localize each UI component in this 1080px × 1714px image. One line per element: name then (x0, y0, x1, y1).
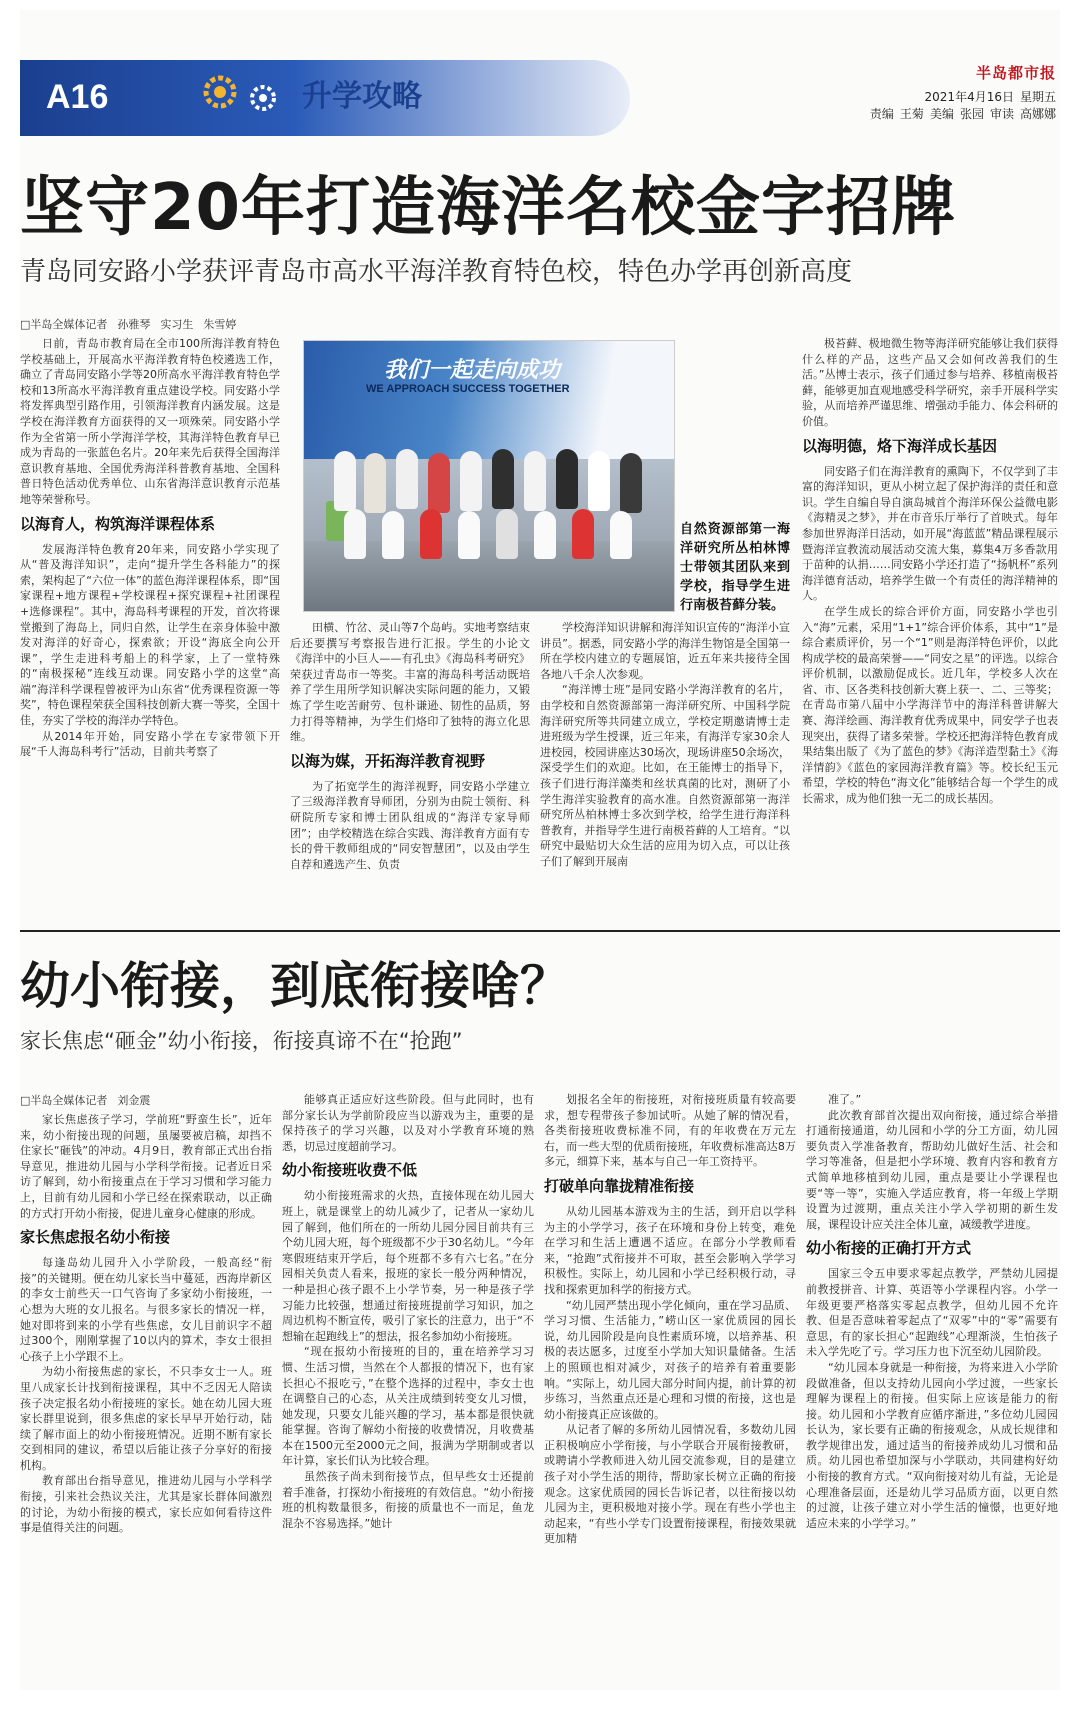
person-figure (588, 451, 610, 511)
section-heading: 家长焦虑报名幼小衔接 (20, 1228, 171, 1247)
section-title: 升学攻略 (302, 79, 422, 114)
paragraph: 家长焦虑孩子学习，学前班“野蛮生长”，近年来，幼小衔接出现的问题，虽屡要被启稿，却挡不住家长“砸钱”的冲动。4月9日，教育部正式出台指导意见，推进幼儿园与小学科学衔接。记者近日采访了解到，幼小衔接重点在于学习习惯和学习能力上，目前有幼儿园和小学已经在探索联动，以正确的方式打开幼小衔接，促进儿童身心健康的形成。 (20, 1113, 272, 1220)
newspaper-page (20, 10, 1060, 1690)
person-figure (534, 511, 556, 559)
staff-list (864, 105, 1056, 122)
paragraph: 从2014年开始，同安路小学在专家带领下开展“千人海岛科考行”活动，目前共考察了 (20, 729, 280, 759)
paragraph: “幼儿园严禁出现小学化倾向，重在学习品质、学习习惯、生活能力，”崂山区一家优质园的园长说，幼儿园阶段是向良性素质环境，以培养基、积极的表达愿多，过度至小学加大知识量储备。生活上的照顾也相对减少，对孩子的培养有着重要影响。“实际上，幼儿园大部分时间内提，前计算的初步练习，当然重点还是心理和习惯的衔接，这也是幼小衔接真正应该做的。 (544, 1298, 796, 1421)
byline-name: 孙雅琴 (117, 318, 151, 331)
person-figure (458, 511, 480, 559)
section-heading: 以海为媒，开拓海洋教育视野 (290, 751, 486, 770)
person-figure (334, 451, 356, 511)
byline-role: □半岛全媒体记者 (20, 1094, 108, 1107)
paragraph: 幼小衔接班需求的火热，直接体现在幼儿园大班上，就是课堂上的幼儿减少了，记者从一家幼儿园了解到，他们所在的一所幼儿园分园目前共有三个幼儿园大班，每个班级都不少于30名幼儿。“今年寒假班结束开学后，每个班都不多有六七名。”在分园相关负责人看来，报班的家长一般分两种情况，一种是担心孩子跟不上小学节奏，另一种是孩子学习能力比较强，想通过衔接班提前学习知识，加之周边机构不断宣传，吸引了家长的注意力，出于“不想输在起跑线上”的想法，报名参加幼小衔接班。 (282, 1189, 534, 1343)
staff-name: 高娜娜 (1019, 107, 1056, 121)
staff-role: 美编 (929, 107, 954, 121)
byline-role: □半岛全媒体记者 (20, 318, 108, 331)
person-figure (572, 509, 594, 559)
article1-headline: 坚守20年打造海洋名校金字招牌 (20, 171, 957, 245)
issue-date: 2021年4月16日 (924, 90, 1014, 104)
photo-caption: 自然资源部第一海洋研究所丛柏林博士带领其团队来到学校，指导学生进行南极苔藓分装。 (680, 522, 790, 613)
byline-name: 朱雪婷 (203, 318, 237, 331)
article1-column-3 (540, 620, 790, 916)
section-banner (20, 60, 630, 136)
section-heading: 幼小衔接的正确打开方式 (806, 1239, 972, 1258)
gear-icon (245, 80, 281, 116)
paragraph: 划报名全年的衔接班，对衔接班质量有较高要求，想专程带孩子参加试听。从她了解的情况看，各类衔接班收费标准不同，有的年收费在万元左右，而一些大型的优质衔接班，年收费标准高达8万多元，细算下来，基本与自己一年工资持平。 (544, 1093, 796, 1169)
paragraph: 虽然孩子尚未到衔接节点，但早些女士还提前着手准备，打探幼小衔接班的有效信息。“幼小衔接班的机构数量很多，衔接的质量也不一而足，鱼龙混杂不容易选择。”她计 (282, 1470, 534, 1530)
staff-name: 张园 (959, 107, 984, 121)
photo-banner-text: 我们一起走向成功 (384, 357, 561, 382)
issue-weekday: 星期五 (1019, 90, 1056, 104)
paragraph: “海洋博士班”是同安路小学海洋教育的名片，由学校和自然资源部第一海洋研究所、中国科学院海洋研究所等共同建立成立，学校定期邀请博士走进班级为学生授课，近三年来，有海洋专家30余人进校园，校园讲座达30场次，现场讲座50余场次，深受学生们的欢迎。比如，在王能博士的指导下，孩子们进行海洋藻类和丝状真菌的比对，测研了小学生海洋实验教育的高水准。自然资源部第一海洋研究所丛柏林博士多次到学校，给学生进行海洋科普教育，并指导学生进行南极苔藓的人工培育。“以研究中最贴切大众生活的应用为切入点，可以让孩子们了解到开展南 (540, 683, 790, 868)
paragraph: 准了。” (828, 1093, 862, 1106)
article1-column-4 (802, 336, 1058, 916)
staff-role: 责编 (869, 107, 894, 121)
person-figure (428, 453, 450, 513)
person-figure (556, 449, 578, 509)
person-figure (492, 449, 514, 509)
paragraph: 极苔藓、极地微生物等海洋研究能够让我们获得什么样的产品，这些产品又会如何改善我们的生活。”丛博士表示，孩子们通过参与培养、移植南极苔藓，能够更加直观地感受科学研究，亲手开展科学实验，从而培养严谨思维、增强动手能力、体会科研的价值。 (802, 337, 1058, 428)
page-number: A16 (46, 78, 109, 116)
person-figure (460, 451, 482, 511)
article1-byline (20, 316, 246, 332)
article2-column-4 (806, 1092, 1058, 1687)
section-heading: 以海育人，构筑海洋课程体系 (20, 514, 216, 533)
paragraph: 每逢岛幼儿园升入小学阶段，一般高经“衔接”的关键期。便在幼儿家长当中蔓延，西海岸新区的李女士前些天一口气咨询了多家幼小衔接班，一心想为大班的女儿报名。与很多家长的情况一样，她对即将到来的小学有些焦虑，女儿目前识字不超过300个，刚刚掌握了10以内的算术，李女士很担心孩子上小学跟不上。 (20, 1256, 272, 1363)
article1-column-1 (20, 336, 280, 916)
person-figure (620, 453, 642, 513)
paragraph: 同安路子们在海洋教育的熏陶下，不仅学到了丰富的海洋知识，更从小树立起了保护海洋的责任和意识。学生自编自导自演岛城首个海洋环保公益微电影《海精灵之梦》，并在市音乐厅举行了首映式。每年参加世界海洋日活动，如开展“海蓝蓝”精品课程展示暨海洋宣教流动展活动交流大集，募集4万多香款用于苗种的认捐……同安路小学还打造了“扬帆杯”系列海洋德育活动，培养学生做一个有责任的海洋精神的人。 (802, 464, 1058, 603)
paragraph: 教育部出台指导意见，推进幼儿园与小学科学衔接，引来社会热议关注，尤其是家长群体间激烈的讨论，为幼小衔接的模式，家长应如何看待这件事是值得关注的问题。 (20, 1474, 272, 1535)
paragraph: “现在报幼小衔接班的目的，重在培养学习习惯、生活习惯，当然在个人都报的情况下，也有家长担心不报吃亏，”在整个选择的过程中，李女士也在调整自己的心态，从关注成绩到转变女儿习惯，她发现，只要女儿能兴趣的学习，基本都是很快就能掌握。咨询了解幼小衔接的收费情况，月收费基本在1500元至2000元之间，报满为学期制或者以年计算，家长们认为比较合理。 (282, 1345, 534, 1468)
person-figure (364, 453, 386, 513)
article1-subheadline: 青岛同安路小学获评青岛市高水平海洋教育特色校，特色办学再创新高度 (20, 257, 853, 287)
person-figure (610, 511, 632, 559)
person-figure (396, 449, 418, 509)
article2-headline: 幼小衔接，到底衔接啥？ (20, 957, 570, 1015)
paragraph: 发展海洋特色教育20年来，同安路小学实现了从“普及海洋知识”，走向“提升学生各科能力”的探索，架构起了“六位一体”的蓝色海洋课程体系，即“国家课程+地方课程+学校课程+探究课程+社团课程+选修课程”。其中，海岛科考课程的开发，首次将课堂搬到了海岛上，同归自然，让学生在亲身体验中激发对海洋的好奇心，探索欲；开设“海底全向公开课”，学生走进科考船上的科学家，上了一堂特殊的“南极探秘”连线互动课。同安路小学的这堂“高端”海洋科学课程曾被评为山东省“优秀课程资源一等奖”，特色课程荣获全国科技创新大赛一等奖，全国十佳，夯实了学校的海洋办学特色。 (20, 542, 280, 728)
staff-role: 审读 (989, 107, 1014, 121)
person-figure (344, 509, 366, 559)
person-figure (524, 451, 546, 511)
paragraph: 从幼儿园基本游戏为主的生活，到开启以学科为主的小学学习，孩子在环境和身份上转变，难免在学习和生活上遭遇不适应。在部分小学教师看来，“抢跑”式衔接并不可取，甚至会影响入学学习积极性。实际上，幼儿园和小学已经积极行动，寻找和探索更加科学的衔接方式。 (544, 1204, 796, 1296)
newspaper-logo: 半岛都市报 (975, 64, 1056, 82)
article1-photo (303, 340, 675, 612)
article2-column-3 (544, 1092, 796, 1687)
paragraph: 在学生成长的综合评价方面，同安路小学也引入“海”元素，采用“1+1”综合评价体系，其中“1”是综合素质评价，另一个“1”则是海洋特色评价，以此构成学校的最高荣誉——“同安之星”的评选。以综合评价机制，以激励促成长。近几年，学校多人次在省、市、区各类科技创新大赛上获一、二、三等奖；在青岛市第八届中小学海洋节中的海洋科普讲解大赛、海洋绘画、海洋教育优秀成果中，同安学子也表现突出，获得了诸多荣誉。学校还把海洋特色教育成果结集出版了《为了蓝色的梦》《海洋造型黏土》《海洋情韵》《蓝色的家园海洋教育篇》等。校长纪玉元希望，学校的特色“海文化”能够结合每一个学生的成长需求，成为他们独一无二的成长基因。 (802, 604, 1058, 806)
photo-banner-subtext: WE APPROACH SUCCESS TOGETHER (366, 383, 570, 395)
article2-column-1 (20, 1112, 272, 1687)
issue-meta (864, 88, 1056, 122)
section-heading: 幼小衔接班收费不低 (282, 1161, 418, 1180)
byline-name: 刘金震 (117, 1094, 151, 1107)
staff-name: 王菊 (899, 107, 924, 121)
paragraph: 为了拓宽学生的海洋视野，同安路小学建立了三级海洋教育导师团，分别为由院士领衔、科研院所专家和博士团队组成的“海洋专家导师团”；由学校精选在综合实践、海洋教育方面有专长的骨干教师组成的“同安智慧团”，以及由学生自荐和遴选产生、负责 (290, 779, 530, 871)
paragraph: 国家三令五申要求零起点教学，严禁幼儿园提前教授拼音、计算、英语等小学课程内容。小学一年级更要严格落实零起点教学，但幼儿园不允许教、但是否意味着零起点了“双零”中的“零”需要有意思，有的家长担心“起跑线”心理渐淡，生怕孩子未入学先吃了亏。学习压力也下沉至幼儿园阶段。 (806, 1267, 1058, 1359)
person-figure (382, 511, 404, 559)
article1-column-2 (290, 620, 530, 916)
person-figure (420, 509, 442, 559)
paragraph: 能够真正适应好这些阶段。但与此同时，也有部分家长认为学前阶段应当以游戏为主，重要的是保持孩子的学习兴趣，以及对小学教育环境的熟悉，切忌过度超前学习。 (282, 1093, 534, 1153)
person-figure (496, 509, 518, 559)
paragraph: 此次教育部首次提出双向衔接，通过综合举措打通衔接通道，幼儿园和小学的分工方面，幼儿园要负责入学准备教育，帮助幼儿做好生活、社会和学习等准备，但是把小学环境、教育内容和教育方式简单地移植到幼儿园，重点是要让小学课程也要“等一等”，实施入学适应教育，将一年级上学期设置为过渡期，重点关注小学入学初期的新生发展，课程设计应关注全体儿童，减缓教学进度。 (806, 1108, 1058, 1231)
section-heading: 以海明德，烙下海洋成长基因 (802, 436, 998, 455)
paragraph: 学校海洋知识讲解和海洋知识宣传的“海洋小宣讲员”。据悉，同安路小学的海洋生物馆是全国第一所在学校内建立的专题展馆，近五年来共接待全国各地八千余人次参观。 (540, 621, 790, 681)
article2-byline (20, 1092, 160, 1108)
gear-icon (198, 70, 242, 114)
paragraph: 为幼小衔接焦虑的家长，不只李女士一人。班里八成家长计找到衔接课程，其中不乏因无人陪读孩子决定报名幼小衔接班的家长。她在幼儿园大班家长群里说到，很多焦虑的家长早早开始行动，陆续了解市面上的幼小衔接班情况。近期不断有家长交到相同的建议，希望以后能让孩子分享好的衔接机构。 (20, 1365, 272, 1472)
article2-subheadline: 家长焦虑“砸金”幼小衔接，衔接真谛不在“抢跑” (20, 1029, 463, 1053)
article2-column-2 (282, 1092, 534, 1687)
paragraph: 从记者了解的多所幼儿园情况看，多数幼儿园正积极响应小学衔接，与小学联合开展衔接教研，或聘请小学教师进入幼儿园交流参观，目的是建立孩子对小学生活的期待，帮助家长树立正确的衔接观念。这家优质园的园长告诉记者，以往衔接以幼儿园为主，更积极地对接小学。现在有些小学也主动起来，“有些小学专门设置衔接课程，衔接效果就更加精 (544, 1423, 796, 1546)
paragraph: 田横、竹岔、灵山等7个岛屿。实地考察结束后还要撰写考察报告进行汇报。学生的小论文《海洋中的小巨人——有孔虫》《海岛科考研究》荣获过青岛市一等奖。丰富的海岛科考活动既培养了学生用所学知识解决实际问题的能力，又锻炼了学生吃苦耐劳、包朴谦逊、韧性的品质，努力打得等精神，为学生们烙印了独特的海立化思维。 (290, 621, 530, 744)
paragraph: “幼儿园本身就是一种衔接，为将来进入小学阶段做准备，但以支持幼儿园向小学过渡，一些家长理解为课程上的衔接。但实际上应该是能力的衔接。幼儿园和小学教育应循序渐进，”多位幼儿园园长认为，家长要有正确的衔接观念，从成长规律和教学规律出发，通过适当的衔接养成幼儿习惯和品质。幼儿园也希望加深与小学联动，共同建构好幼小衔接的教育方式。“双向衔接对幼儿有益，无论是心理准备层面，还是幼儿学习品质方面，以更自然的过渡，让孩子建立对小学生活的憧憬，也更好地适应未来的小学学习。” (806, 1360, 1058, 1530)
article-divider (20, 930, 1060, 932)
byline-role: 实习生 (160, 318, 194, 331)
paragraph: 日前，青岛市教育局在全市100所海洋教育特色学校基础上，开展高水平海洋教育特色校遴选工作，确立了青岛同安路小学等20所高水平海洋教育特色学校和13所高水平海洋教育重点建设学校。同安路小学将发挥典型引路作用，引领海洋教育内涵发展。这是学校在海洋教育方面获得的又一项殊荣。同安路小学作为全省第一所小学海洋学校，其海洋特色教育早已成为青岛的一张蓝色名片。20年来先后获得全国海洋意识教育基地、全国优秀海洋科普教育基地、全国科普日特色活动优秀单位、山东省海洋意识教育示范基地等荣誉称号。 (20, 337, 280, 506)
section-heading: 打破单向靠拢精准衔接 (544, 1176, 695, 1195)
